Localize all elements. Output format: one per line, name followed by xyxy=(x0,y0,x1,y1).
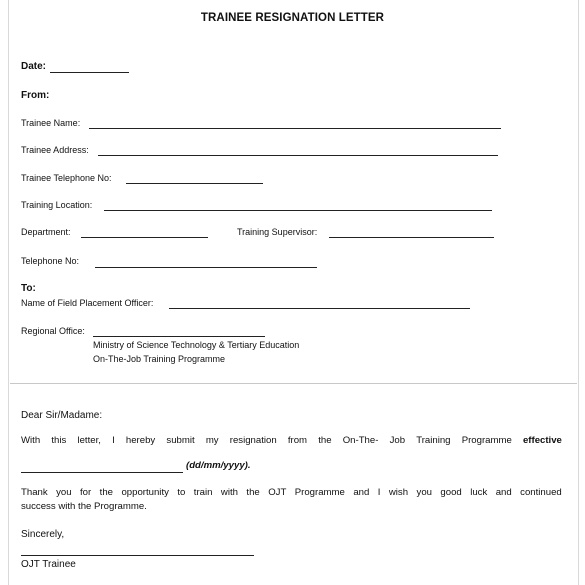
date-format-hint: (dd/mm/yyyy). xyxy=(186,460,251,471)
trainee-telephone-line[interactable] xyxy=(126,183,263,184)
closing: Sincerely, xyxy=(21,529,65,540)
effective-date-line[interactable] xyxy=(21,472,183,473)
word: this xyxy=(51,435,67,446)
document-title: TRAINEE RESIGNATION LETTER xyxy=(200,12,385,24)
word: Programme xyxy=(461,435,512,446)
word: I xyxy=(377,487,381,498)
paragraph-2-line-1 xyxy=(21,486,562,500)
page-border-right xyxy=(578,0,579,585)
field-officer-label: Name of Field Placement Officer: xyxy=(21,298,154,308)
programme-name: On-The-Job Training Programme xyxy=(93,354,226,364)
department-line[interactable] xyxy=(81,237,208,238)
field-officer-line[interactable] xyxy=(169,308,470,309)
word: my xyxy=(205,435,219,446)
word: and xyxy=(495,487,512,498)
trainee-telephone-label: Trainee Telephone No: xyxy=(21,173,112,183)
word: I xyxy=(112,435,115,446)
word: hereby xyxy=(125,435,156,446)
word: Thank xyxy=(21,487,48,498)
word: wish xyxy=(388,487,409,498)
date-field-line[interactable] xyxy=(50,72,129,73)
regional-office-label: Regional Office: xyxy=(21,326,85,336)
word: to xyxy=(177,487,186,498)
word: Programme xyxy=(294,487,345,498)
regional-office-line[interactable] xyxy=(93,336,265,337)
word: With xyxy=(21,435,41,446)
word: the xyxy=(99,487,113,498)
paragraph-1-line-1 xyxy=(21,434,562,448)
telephone-line[interactable] xyxy=(95,267,317,268)
ministry-name: Ministry of Science Technology & Tertiary Education xyxy=(93,340,300,350)
word: the xyxy=(246,487,260,498)
word: train xyxy=(193,487,213,498)
training-supervisor-line[interactable] xyxy=(329,237,494,238)
word: luck xyxy=(470,487,488,498)
trainee-address-label: Trainee Address: xyxy=(21,145,89,155)
trainee-name-line[interactable] xyxy=(89,128,501,129)
training-location-label: Training Location: xyxy=(21,200,93,210)
date-label: Date: xyxy=(21,61,47,72)
word: and xyxy=(353,487,370,498)
telephone-label: Telephone No: xyxy=(21,256,80,266)
signature-line[interactable] xyxy=(21,555,254,556)
paragraph-2-line-2: success with the Programme. xyxy=(21,501,147,512)
word: Job xyxy=(389,435,406,446)
salutation: Dear Sir/Madame: xyxy=(21,410,103,421)
word: On-The- xyxy=(342,435,379,446)
word: continued xyxy=(520,487,562,498)
training-location-line[interactable] xyxy=(104,210,492,211)
word: good xyxy=(440,487,462,498)
word: you xyxy=(56,487,72,498)
training-supervisor-label: Training Supervisor: xyxy=(237,227,318,237)
from-label: From: xyxy=(21,90,50,101)
to-label: To: xyxy=(21,283,36,294)
page-border-left xyxy=(8,0,9,585)
word: OJT xyxy=(268,487,287,498)
word: the xyxy=(318,435,332,446)
word: for xyxy=(80,487,92,498)
effective-word: effective xyxy=(522,435,562,446)
paragraph-2 xyxy=(21,486,562,514)
department-label: Department: xyxy=(21,227,71,237)
signer-title: OJT Trainee xyxy=(21,559,76,570)
word: resignation xyxy=(229,435,277,446)
word: letter, xyxy=(77,435,101,446)
word: Training xyxy=(416,435,451,446)
section-divider xyxy=(10,383,577,384)
trainee-address-line[interactable] xyxy=(98,155,498,156)
word: from xyxy=(287,435,308,446)
word: with xyxy=(220,487,238,498)
word: submit xyxy=(166,435,195,446)
word: you xyxy=(416,487,432,498)
word: opportunity xyxy=(121,487,169,498)
paragraph-1 xyxy=(21,434,562,448)
trainee-name-label: Trainee Name: xyxy=(21,118,81,128)
